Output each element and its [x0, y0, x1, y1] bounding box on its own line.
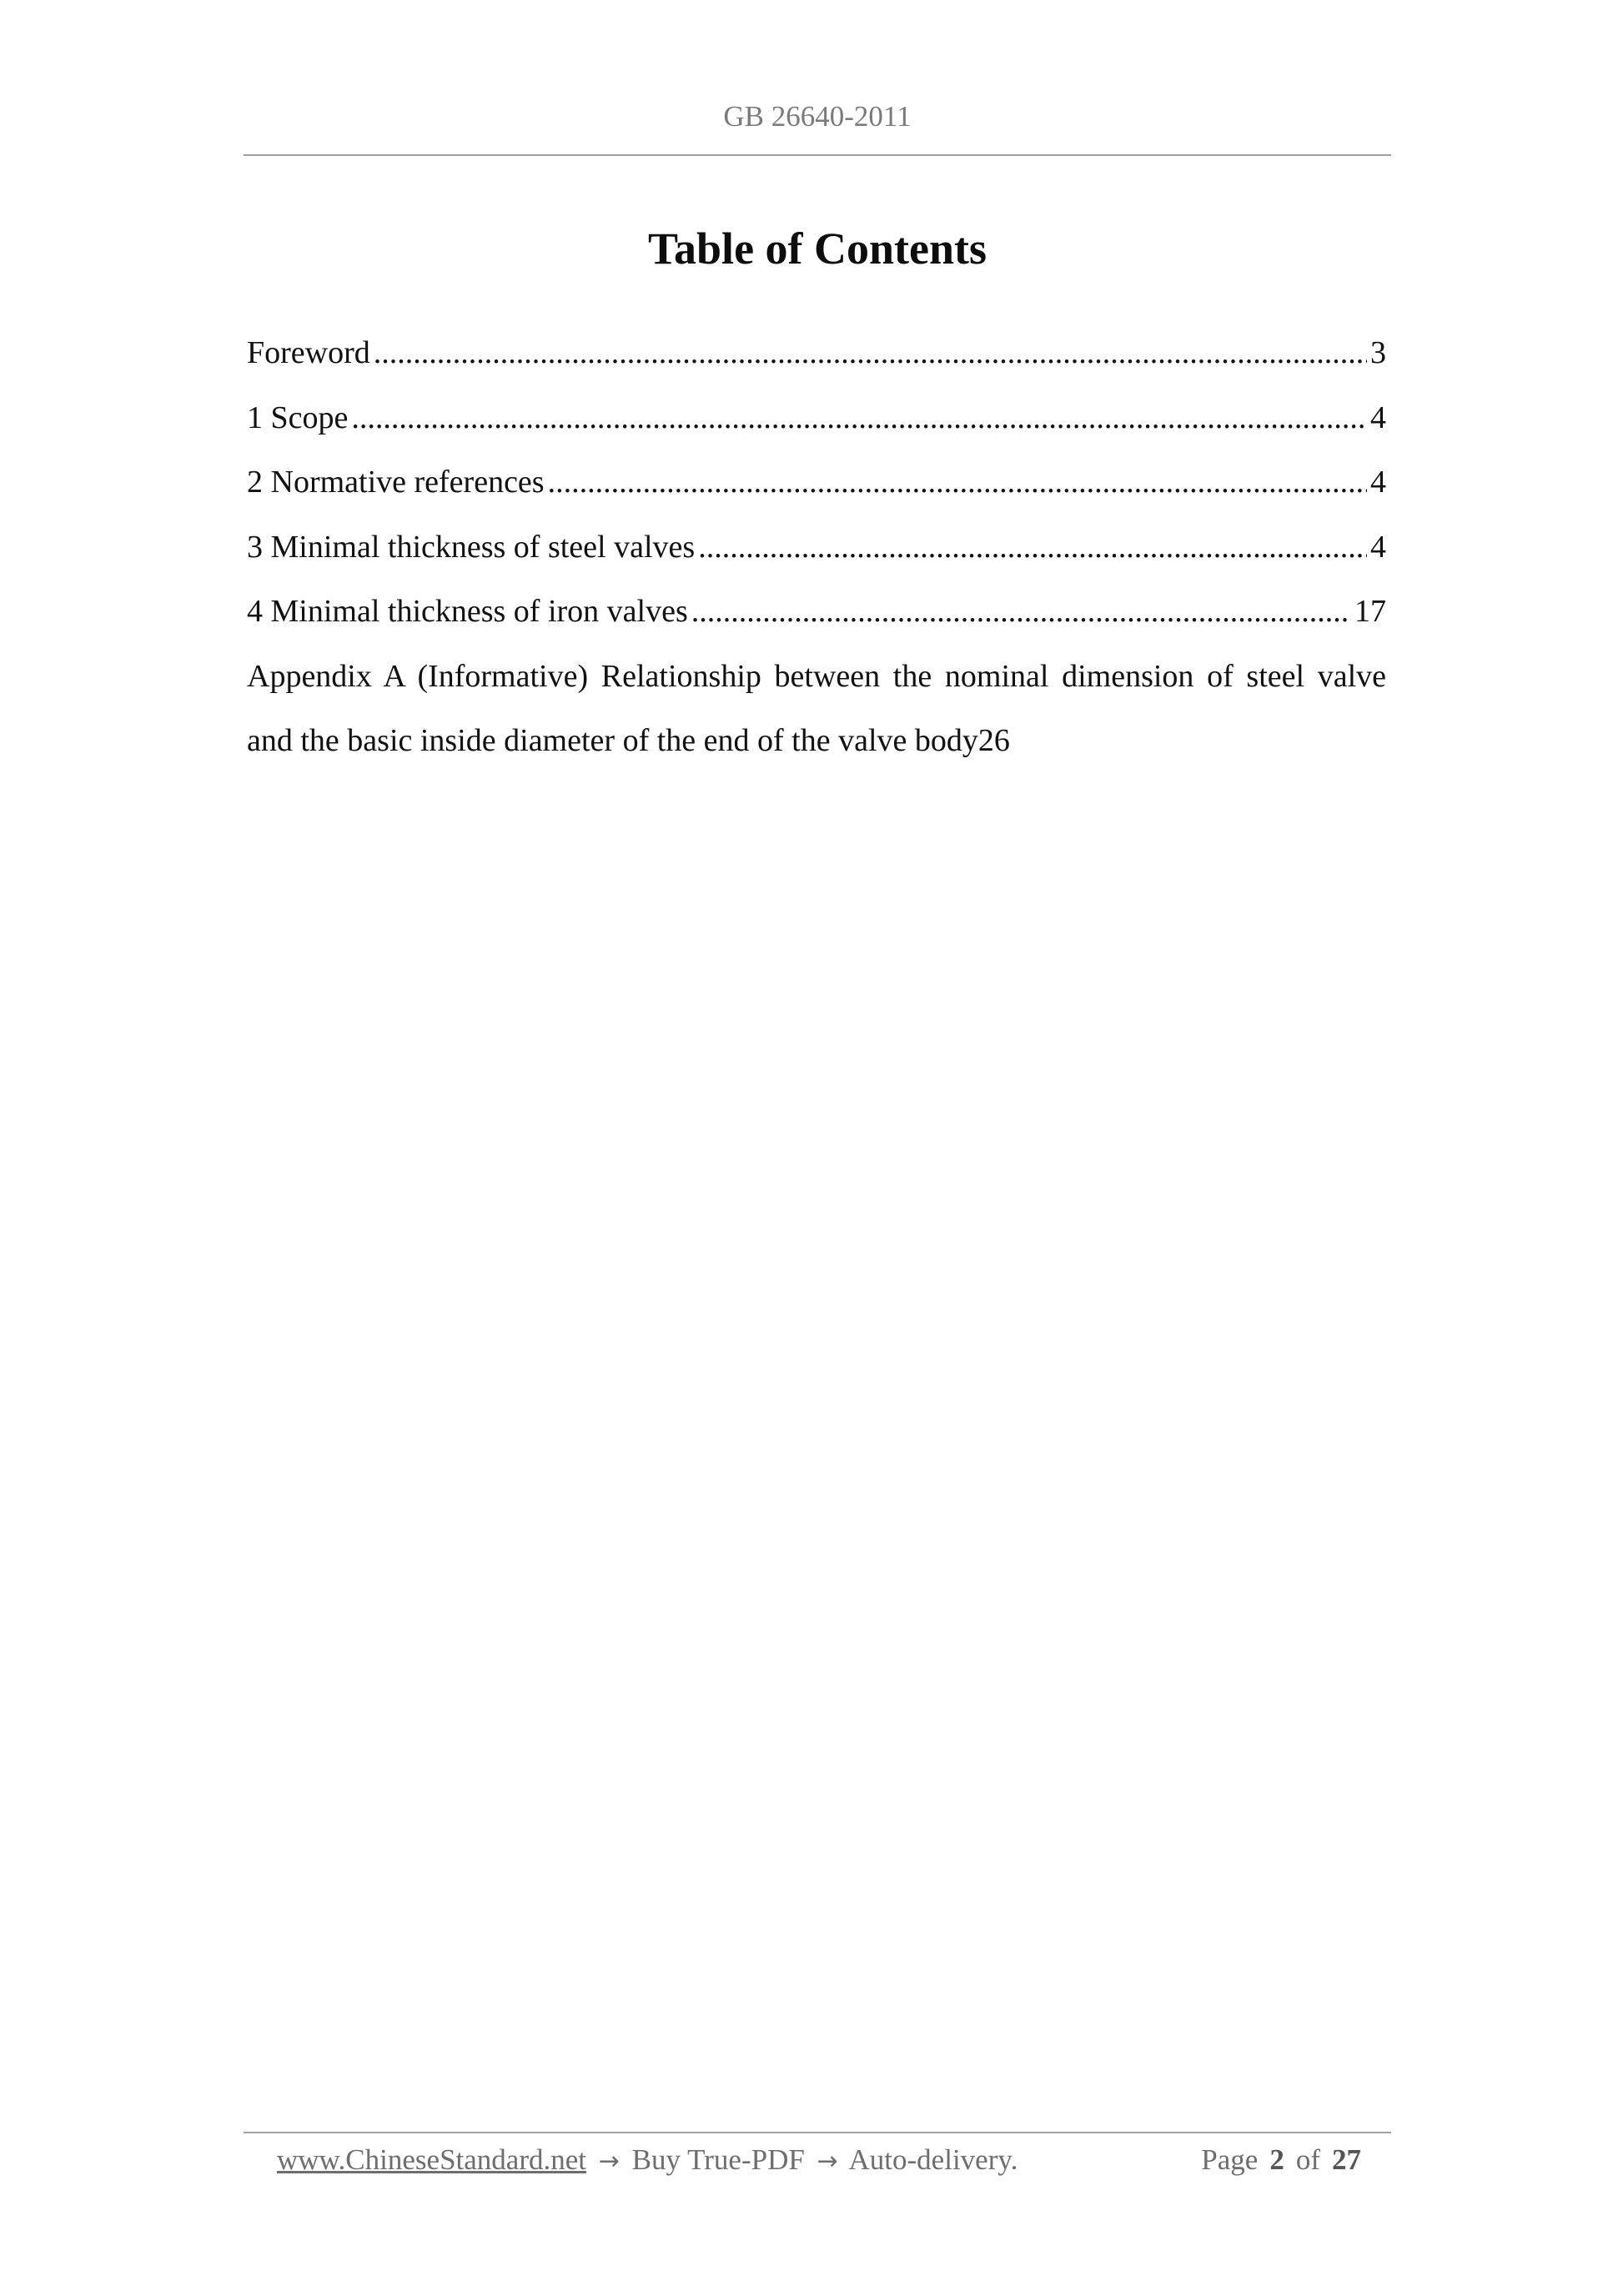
- toc-entry-page: 4: [1370, 465, 1386, 500]
- toc-dot-leader: [374, 321, 1367, 386]
- auto-delivery-text: Auto-delivery.: [848, 2143, 1018, 2176]
- table-of-contents: [247, 321, 1386, 774]
- page-footer: [277, 2138, 1361, 2182]
- toc-entry-label: 3 Minimal thickness of steel valves: [247, 529, 696, 565]
- toc-entry-label-line1: Appendix A (Informative) Relationship between the nominal dimension of steel valve: [247, 658, 1386, 694]
- page-title: Table of Contents: [647, 224, 987, 274]
- toc-dot-leader: [691, 580, 1351, 645]
- toc-entry-label: 4 Minimal thickness of iron valves: [247, 594, 688, 629]
- toc-entry-appendix-a[interactable]: [247, 645, 1386, 774]
- total-page-count: 27: [1332, 2143, 1361, 2176]
- toc-dot-leader: [548, 450, 1367, 515]
- arrow-right-icon: →: [817, 2147, 838, 2176]
- toc-entry-page: 3: [1370, 335, 1386, 370]
- toc-entry-scope[interactable]: [247, 386, 1386, 451]
- toc-entry-steel-valves[interactable]: [247, 515, 1386, 580]
- buy-true-pdf-text: Buy True-PDF: [631, 2143, 805, 2176]
- toc-entry-normative-references[interactable]: [247, 450, 1386, 515]
- toc-entry-label: 1 Scope: [247, 399, 349, 435]
- page-indicator: [1201, 2138, 1361, 2182]
- toc-entry-page: 4: [1370, 399, 1386, 435]
- toc-dot-leader: [351, 386, 1367, 451]
- of-word: of: [1295, 2143, 1320, 2176]
- website-link[interactable]: www.ChineseStandard.net: [277, 2143, 586, 2176]
- arrow-right-icon: →: [598, 2147, 620, 2176]
- footer-divider: [244, 2132, 1391, 2133]
- toc-dot-leader: [698, 515, 1367, 580]
- page-header: GB 26640-2011: [723, 100, 912, 133]
- header-divider: [244, 154, 1391, 156]
- toc-entry-label-line2: and the basic inside diameter of the end of the valve body: [247, 723, 978, 758]
- toc-entry-label: Foreword: [247, 335, 370, 370]
- toc-entry-page: 4: [1370, 529, 1386, 565]
- toc-entry-label: 2 Normative references: [247, 465, 545, 500]
- current-page-number: 2: [1269, 2143, 1284, 2176]
- toc-entry-page: 17: [1354, 594, 1386, 629]
- toc-entry-page: 26: [977, 723, 1010, 758]
- toc-entry-iron-valves[interactable]: [247, 580, 1386, 645]
- toc-entry-foreword[interactable]: [247, 321, 1386, 386]
- page-word: Page: [1201, 2143, 1259, 2176]
